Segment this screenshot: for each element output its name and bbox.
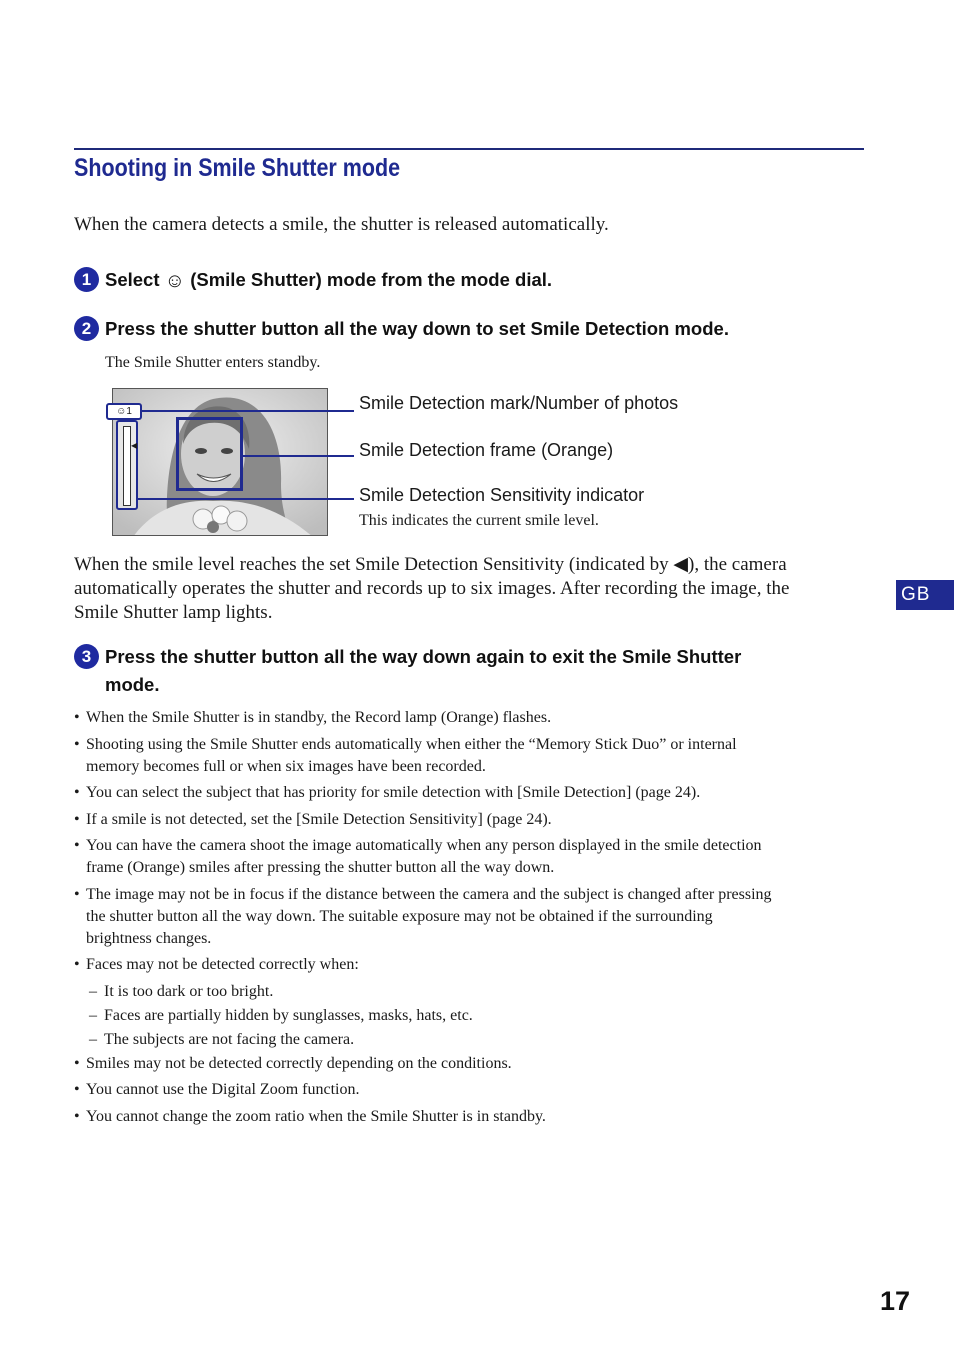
step-text-line: Press the shutter button all the way down again to exit the Smile Shutter <box>105 646 742 667</box>
intro-paragraph: When the camera detects a smile, the shutter is released automatically. <box>74 214 609 235</box>
step-number-badge: 3 <box>74 644 99 669</box>
smile-detection-frame <box>176 417 243 491</box>
callout-mark-label: Smile Detection mark/Number of photos <box>359 393 679 413</box>
step-2-subtext: The Smile Shutter enters standby. <box>105 354 321 371</box>
smile-detection-mark <box>106 403 142 420</box>
note-item: • You cannot change the zoom ratio when the Smile Shutter is in standby. <box>74 1107 546 1125</box>
note-subitem: – The subjects are not facing the camera. <box>89 1030 355 1048</box>
callout-indicator-note: This indicates the current smile level. <box>359 512 599 529</box>
sensitivity-bar <box>123 426 131 506</box>
language-tab: GB <box>896 580 954 610</box>
smile-icon: ☺ <box>164 270 186 292</box>
page-number: 17 <box>880 1286 911 1316</box>
sensitivity-pointer-icon: ◀ <box>131 441 138 450</box>
note-item: • Shooting using the Smile Shutter ends automatically when either the “Memory Stick Duo” or internal memory becomes full or when six images have been recorded. <box>74 735 737 775</box>
notes-list <box>74 707 874 1132</box>
leader-line-frame <box>243 455 354 457</box>
leader-line-indicator <box>138 498 354 500</box>
note-item: • You can select the subject that has priority for smile detection with [Smile Detection] (page 24). <box>74 784 701 801</box>
smile-level-paragraph <box>74 553 874 625</box>
note-subitem: – It is too dark or too bright. <box>89 982 274 1000</box>
step-text <box>105 266 552 295</box>
note-item: • You can have the camera shoot the image automatically when any person displayed in the smile detection frame (Orange) smiles after pressing the shutter button all the way down. <box>74 837 762 876</box>
paragraph-line: When the smile level reaches the set Smile Detection Sensitivity (indicated by ◀), the camera <box>74 554 787 575</box>
step-text-line: mode. <box>105 674 160 695</box>
step-number-badge: 1 <box>74 267 99 292</box>
step-number-badge: 2 <box>74 316 99 341</box>
smile-detection-mark-label: ☺1 <box>116 406 132 417</box>
note-subitem: – Faces are partially hidden by sunglasses, masks, hats, etc. <box>89 1006 473 1024</box>
note-item: • Faces may not be detected correctly when: <box>74 956 359 973</box>
step-text-after: (Smile Shutter) mode from the mode dial. <box>190 269 553 290</box>
paragraph-line: Smile Shutter lamp lights. <box>74 602 273 623</box>
page-title: Shooting in Smile Shutter mode <box>74 154 401 182</box>
step-text <box>105 643 741 699</box>
paragraph-line: automatically operates the shutter and records up to six images. After recording the image, the <box>74 578 790 599</box>
callout-frame-label: Smile Detection frame (Orange) <box>359 440 614 460</box>
note-item: • If a smile is not detected, set the [Smile Detection Sensitivity] (page 24). <box>74 810 552 828</box>
note-item: • Smiles may not be detected correctly depending on the conditions. <box>74 1054 512 1072</box>
note-item: • When the Smile Shutter is in standby, the Record lamp (Orange) flashes. <box>74 709 552 726</box>
sensitivity-indicator <box>116 420 138 510</box>
step-text: Press the shutter button all the way down to set Smile Detection mode. <box>105 318 729 339</box>
note-item: • The image may not be in focus if the distance between the camera and the subject is changed after pressing the shutter button all the way down. The suitable exposure may not be obtained if the surrounding brightness changes. <box>74 885 772 947</box>
step-text-before: Select <box>105 269 160 290</box>
note-item: • You cannot use the Digital Zoom function. <box>74 1081 360 1098</box>
leader-line-mark <box>142 410 354 412</box>
callout-indicator-label: Smile Detection Sensitivity indicator <box>359 485 645 505</box>
